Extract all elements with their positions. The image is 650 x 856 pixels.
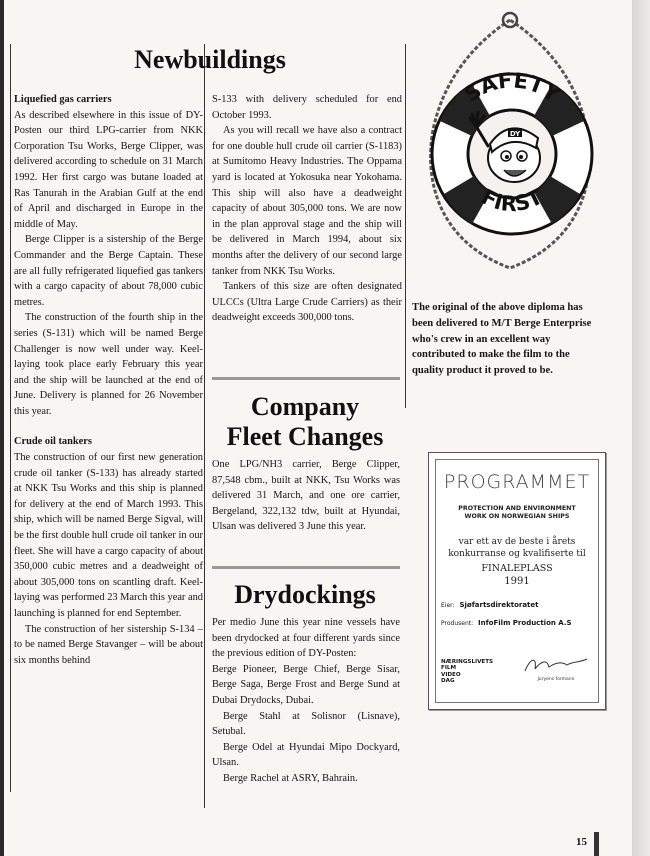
safety-ring-text: SAFETY <box>459 68 565 107</box>
column-rule-left <box>10 44 11 792</box>
paragraph: As you will recall we have also a contract for one double hull crude oil carrier (S-1183) at Sumitomo Heavy Industries. The Oppama yard is located at Yokosuka near Yokohama. This ship will also have a deadweight capacity of about 305,000 tons. We are now in the plan approval stage and the ship will be delivered in March 1994, about six months after the delivery of our second large tanker from NKK Tsu Works. <box>212 125 402 277</box>
first-ring-text: FIRST <box>477 184 547 217</box>
logo-line: FILM <box>441 665 457 672</box>
paragraph: Berge Pioneer, Berge Chief, Berge Sisar, Berge Saga, Berge Frost and Berge Sund at Dubai Drydocks, Dubai. <box>212 663 400 706</box>
drydockings-body <box>212 615 400 787</box>
paragraph: As described elsewhere in this issue of DY-Posten our third LPG-carrier from NKK Corporation Tsu Works, Berge Clipper, was delivered according to schedule on 31 March 1992. Her first cargo was butane loaded at Ras Tanurah in the Arabian Gulf at the end of April and discharged in Europe in the middle of May. <box>14 109 203 230</box>
section-divider <box>212 566 400 569</box>
signature-caption: Juryens formann <box>537 677 575 682</box>
paragraph: The construction of our first new generation crude oil tanker (S-133) has already started at NKK Tsu Works and this ship is planned for delivery at the end of March 1993. This ship, which will be named Berge Sigval, will be the first double hull crude oil tanker in our fleet. She will have a cargo capacity of about 350,000 cubic metres and a deadweight of about 305,000 tons on scantling draft. Keel-laying was performed 23 March this year and launching is planned for end September. <box>14 452 203 619</box>
paragraph: The construction of the fourth ship in the series (S-131) which will be named Berge Challenger is now well under way. Keel-laying took place early February this year and the ship will be launched at the end of June. Delivery is planned for 26 November this year. <box>14 312 203 417</box>
diploma-caption: The original of the above diploma has been delivered to M/T Berge Enterprise who's crew in an excellent way contributed to make the film to the quality product it proved to be. <box>412 302 592 377</box>
safety-first-lifebuoy-illustration <box>410 6 610 296</box>
diploma-subtitle-2: WORK ON NORWEGIAN SHIPS <box>464 513 570 520</box>
diploma-text-1: var ett av de beste i årets <box>458 537 576 547</box>
paragraph: Berge Stahl at Solisnor (Lisnave), Setubal. <box>212 710 400 738</box>
lpg-subheading: Liquefied gas carriers <box>14 94 112 105</box>
paragraph: Berge Rachel at ASRY, Bahrain. <box>223 772 358 784</box>
diploma-logo <box>441 659 493 685</box>
diploma-producer <box>441 619 572 627</box>
diploma-subtitle-1: PROTECTION AND ENVIRONMENT <box>458 505 576 512</box>
page-number: 15 <box>576 836 587 848</box>
signature-icon <box>521 653 591 679</box>
page-edge-right <box>632 0 650 856</box>
diploma-owner-label: Eier: <box>441 602 455 609</box>
diploma-text-3: FINALEPLASS <box>481 563 553 574</box>
diploma-text-2: konkurranse og kvalifiserte til <box>448 549 586 559</box>
logo-line: NÆRINGSLIVETS <box>441 659 494 665</box>
newbuildings-column-1 <box>14 92 203 668</box>
fleet-heading-line1: Company <box>250 392 360 421</box>
drydockings-heading: Drydockings <box>234 580 376 609</box>
column-rule-1 <box>204 44 205 808</box>
diploma-owner <box>441 601 539 609</box>
newbuildings-column-2 <box>212 92 402 326</box>
fleet-changes-heading <box>210 392 400 452</box>
page-edge-left <box>0 0 4 856</box>
newbuildings-heading: Newbuildings <box>134 45 286 74</box>
paragraph: Per medio June this year nine vessels have been drydocked at four different yards since the previous edition of DY-Posten: <box>212 617 400 660</box>
diploma-producer-label: Produsent: <box>441 620 474 627</box>
diploma-producer-value: InfoFilm Production A.S <box>478 619 572 627</box>
section-divider <box>212 377 400 380</box>
diploma-year: 1991 <box>504 576 530 587</box>
logo-line: DAG <box>441 678 455 685</box>
logo-line: VIDEO <box>441 671 461 678</box>
fleet-changes-body <box>212 457 400 535</box>
hat-badge-text: DY <box>509 130 521 138</box>
diploma-title: PROGRAMMET <box>443 471 591 493</box>
fleet-heading-line2: Fleet Changes <box>226 422 384 451</box>
page-number-bar <box>594 832 599 856</box>
paragraph: The construction of her sistership S-134 – to be named Berge Stavanger – will be about six months behind <box>14 623 203 666</box>
paragraph: S-133 with delivery scheduled for end October 1993. <box>212 94 402 121</box>
diploma-image <box>428 452 606 710</box>
crude-subheading: Crude oil tankers <box>14 436 92 448</box>
paragraph: Berge Odel at Hyundai Mipo Dockyard, Ulsan. <box>212 741 400 769</box>
paragraph: Tankers of this size are often designated ULCCs (Ultra Large Crude Carriers) as their deadweight exceeds 300,000 tons. <box>212 281 402 324</box>
paragraph: Berge Clipper is a sistership of the Berge Commander and the Berge Captain. These are all fully refrigerated liquefied gas tankers with a cargo capacity of about 78,000 cubic metres. <box>14 234 203 308</box>
column-rule-2 <box>405 44 406 408</box>
diploma-owner-value: Sjøfartsdirektoratet <box>459 601 539 609</box>
paragraph: One LPG/NH3 carrier, Berge Clipper, 87,548 cbm., built at NKK, Tsu Works was delivered 31 March, and one ore carrier, Bergeland, 322,132 tdw, built at Hyundai, Ulsan was delivered 3 June this year. <box>212 459 400 533</box>
